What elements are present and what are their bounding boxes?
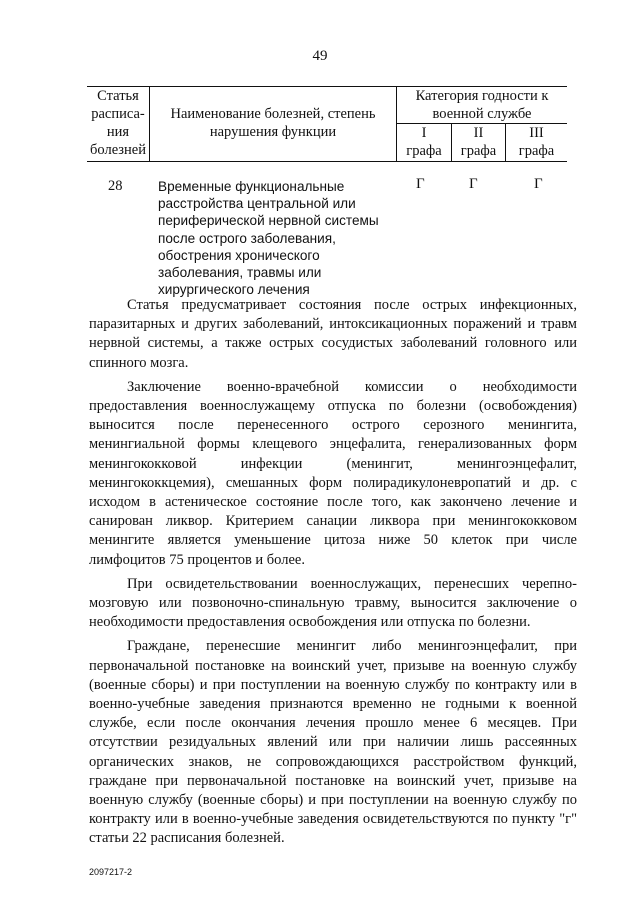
table-bottom-border	[87, 161, 567, 162]
paragraph: Заключение военно-врачебной комиссии о необходимости предоставления военнослужащему отпуска по болезни (освобождения) выносится после перенесенного острого серозного менингита, менингиальной формы клещевого энцефалита, генерализованных форм менингококковой инфекции (менингит, менингоэнцефалит, менингококкцемия), смешанных форм полирадикулоневропатий и др. с исходом в астеническое состояние после того, как закончено лечение и санирован ликвор. Критерием санации ликвора при менингококковом менингите является уменьшение цитоза ниже 50 клеток при числе лимфоцитов 75 процентов и более.	[89, 378, 577, 568]
header-name-line-2: нарушения функции	[209, 124, 337, 140]
paragraph: Граждане, перенесшие менингит либо менингоэнцефалит, при первоначальной постановке на воинский учет, призыве на военную службу (военные сборы) и при поступлении на военную службу по контракту или в военно-учебные заведения признаются временно не годными к военной службе, если после окончания лечения прошло менее 6 месяцев. При отсутствии резидуальных явлений или при наличии лишь рассеянных органических знаков, не сопровождающихся расстройством функций, граждане при первоначальной постановке на воинский учет, призыве на военную службу (военные сборы) и при поступлении на военную службу по контракту или в военно-учебные заведения освидетельствуются по пункту "г" статьи 22 расписания болезней.	[89, 638, 577, 847]
disease-name-line: Временные функциональные	[158, 179, 345, 194]
header-category-line-1: Категория годности к	[415, 88, 549, 104]
category-graph-1: Г	[416, 176, 425, 192]
header-article-line-4: болезней	[90, 142, 146, 158]
header-graph-1-label: графа	[406, 143, 442, 159]
header-name-line-1: Наименование болезней, степень	[170, 106, 376, 122]
disease-name-line: после острого заболевания,	[158, 230, 336, 246]
category-graph-3: Г	[534, 176, 543, 192]
disease-name-line: заболевания, травмы или	[158, 265, 322, 281]
header-graph-2-roman: II	[473, 125, 484, 141]
paragraph: При освидетельствовании военнослужащих, перенесших черепно-мозговую или позвоночно-спинальную травму, выносится заключение о необходимости предоставления освобождения или отпуска по болезни.	[89, 575, 577, 631]
header-category-line-2: военной службе	[432, 106, 532, 122]
page-number: 49	[312, 48, 328, 64]
disease-name-line: обострения хронического	[158, 247, 320, 263]
header-graph-3-roman: III	[529, 125, 544, 141]
disease-name-line: хирургического лечения	[158, 282, 310, 298]
paragraph: Статья предусматривает состояния после острых инфекционных, паразитарных и других заболеваний, интоксикационных поражений и травм нервной системы, а также острых сосудистых заболеваний головного или спинного мозга.	[89, 297, 577, 371]
header-article-line-1: Статья	[97, 88, 139, 104]
category-graph-2: Г	[469, 176, 478, 192]
header-graph-3-label: графа	[518, 143, 555, 159]
article-description	[89, 296, 577, 854]
disease-name-line: периферической нервной системы	[158, 213, 379, 229]
disease-name-line: расстройства центральной или	[158, 196, 356, 212]
header-graph-2-label: графа	[460, 143, 497, 159]
header-article-line-3: ния	[106, 124, 130, 140]
header-article-line-2: расписа-	[91, 106, 145, 122]
disease-name	[158, 178, 398, 298]
document-code: 2097217-2	[89, 867, 133, 877]
header-graph-1-roman: I	[421, 125, 427, 141]
table-header	[87, 86, 567, 162]
article-number: 28	[108, 178, 123, 194]
